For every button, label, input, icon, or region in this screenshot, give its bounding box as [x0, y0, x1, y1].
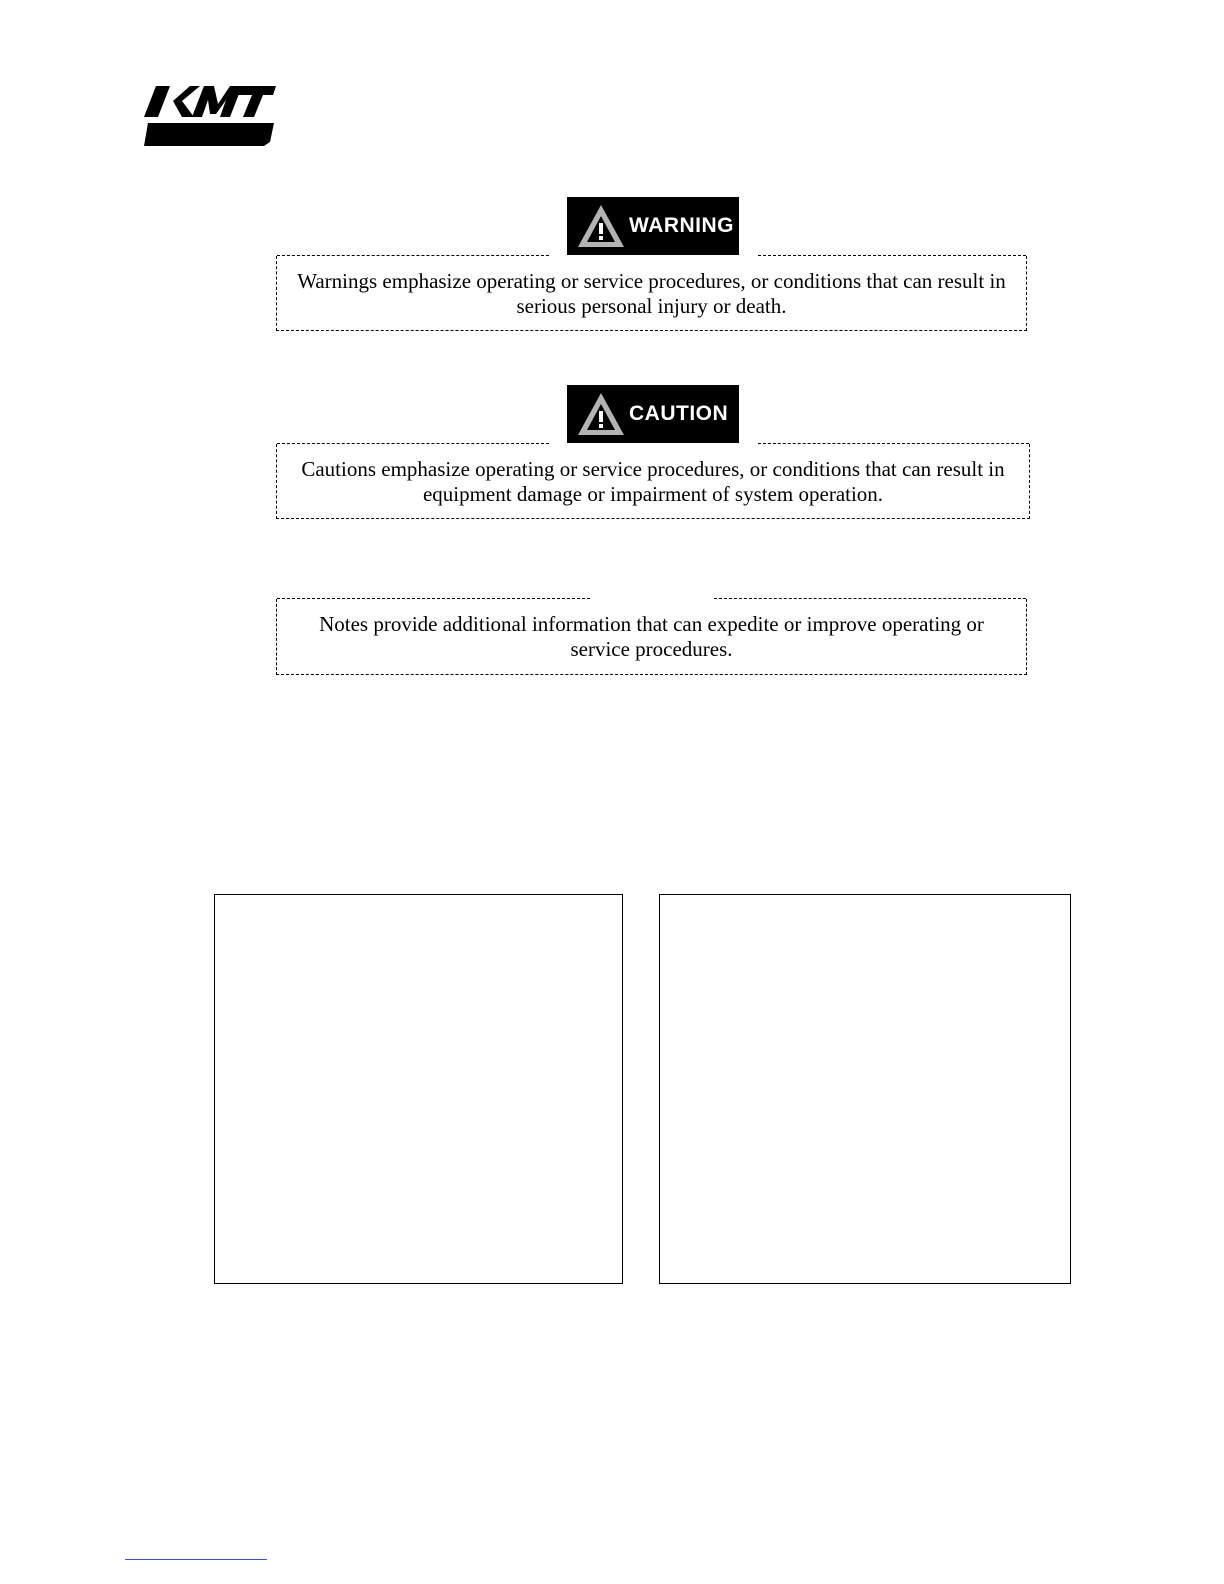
caution-notice-box: [276, 444, 1030, 519]
note-notice-box: [276, 599, 1027, 675]
divider: [277, 255, 549, 256]
warning-text: Warnings emphasize operating or service procedures, or conditions that can result in serious personal injury or death.: [297, 269, 1006, 318]
warning-badge: [567, 197, 739, 255]
caution-text: Cautions emphasize operating or service procedures, or conditions that can result in equipment damage or impairment of system operation.: [301, 457, 1005, 506]
warning-badge-label: WARNING: [629, 214, 734, 237]
warning-triangle-icon: [575, 202, 627, 250]
divider: [277, 598, 590, 599]
right-panel: [659, 894, 1071, 1284]
left-panel: [214, 894, 623, 1284]
caution-badge-label: CAUTION: [629, 402, 729, 425]
caution-badge: [567, 385, 739, 443]
divider: [758, 443, 1029, 444]
caution-triangle-icon: [575, 390, 627, 438]
warning-notice-box: [276, 256, 1027, 331]
kmt-logo: [142, 84, 278, 148]
divider: [758, 255, 1026, 256]
divider: [714, 598, 1026, 599]
footer-link-underline: [125, 1559, 267, 1560]
note-text: Notes provide additional information that can expedite or improve operating or service procedures.: [319, 612, 984, 661]
divider: [277, 443, 549, 444]
